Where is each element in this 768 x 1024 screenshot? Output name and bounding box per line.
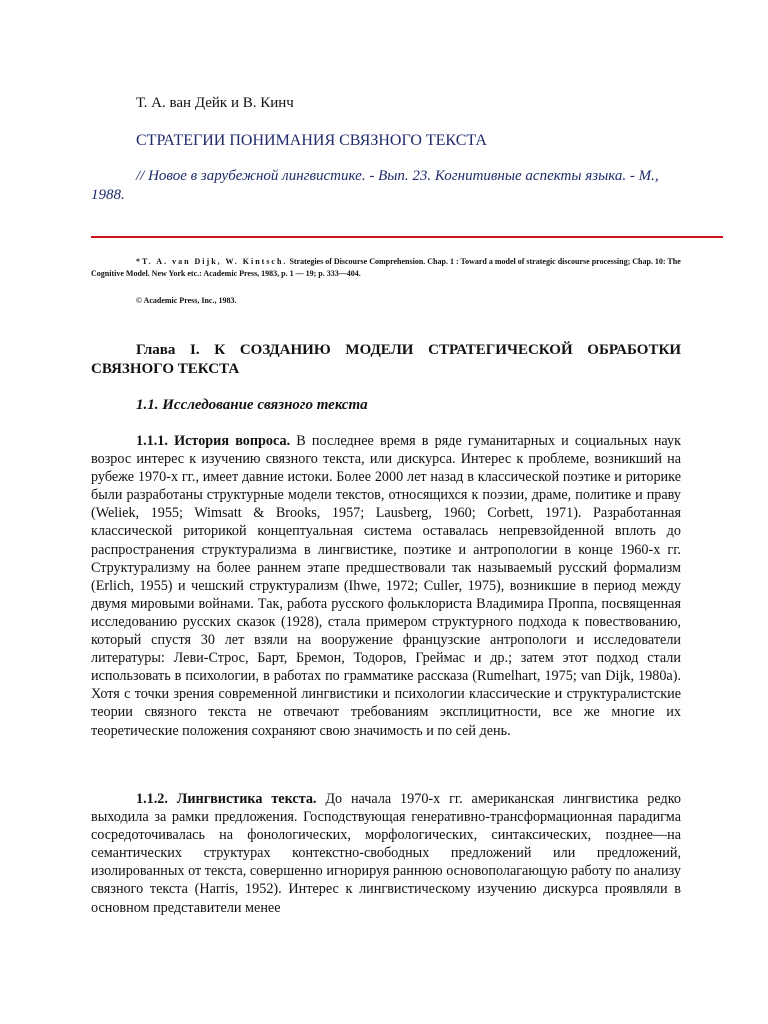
footnote-text: Strategies of Discourse Comprehension. Chap. 1 : Toward a model of strategic discourse processing; Chap. 10: The Cognitive Model. New York etc.: Academic Press, 1983, p. 1 — 19; p. 333—404. bbox=[91, 257, 681, 278]
authors: Т. А. ван Дейк и В. Кинч bbox=[136, 95, 294, 111]
footnote-mark: * bbox=[136, 257, 142, 266]
section-heading: 1.1. Исследование связного текста bbox=[136, 397, 368, 413]
paragraph-heading: 1.1.1. История вопроса. bbox=[136, 433, 291, 449]
footnote-authors: T. A. van Dijk, W. Kintsch. bbox=[142, 257, 288, 266]
source-citation: // Новое в зарубежной лингвистике. - Вып. 23. Когнитивные аспекты языка. - М., 1988. bbox=[91, 168, 659, 203]
copyright: © Academic Press, Inc., 1983. bbox=[136, 296, 237, 305]
footnote bbox=[91, 256, 681, 280]
article-title: СТРАТЕГИИ ПОНИМАНИЯ СВЯЗНОГО ТЕКСТА bbox=[136, 132, 487, 149]
paragraph-text: До начала 1970-х гг. американская лингвистика редко выходила за рамки предложения. Господствующая генеративно-трансформационная парадигма сосредоточивалась на фонологических, морфологических, синтаксических, позднее—на семантических структурах контекстно-свободных предложений или предложений, изолированных от текста, совершенно игнорируя раннюю основополагающую работу по анализу связного текста (Harris, 1952). Интерес к лингвистическому изучению дискурса проявляли в основном представители менее bbox=[91, 791, 681, 916]
chapter-heading: Глава I. К СОЗДАНИЮ МОДЕЛИ СТРАТЕГИЧЕСКОЙ ОБРАБОТКИ СВЯЗНОГО ТЕКСТА bbox=[91, 342, 681, 377]
paragraph-text-linguistics bbox=[91, 790, 681, 917]
red-divider bbox=[91, 236, 723, 238]
paragraph-text: В последнее время в ряде гуманитарных и социальных наук возрос интерес к изучению связного текста, или дискурса. Интерес к проблеме, возникший на рубеже 1970-х гг., имеет давние истоки. Более 2000 лет назад в классической поэтике и риторике были разработаны структурные модели текстов, относящихся к поэзии, драме, политике и праву (Weliek, 1955; Wimsatt & Brooks, 1957; Lausberg, 1960; Corbett, 1971). Разработанная классической риторикой концептуальная система оставалась непревзойденной вплоть до распространения структурализма в лингвистике, поэтике и антропологии в конце 1960-х гг. Структурализму на более раннем этапе предшествовали так называемый русский формализм (Erlich, 1955) и чешский структурализм (Ihwe, 1972; Culler, 1975), возникшие в период между двумя мировыми войнами. Так, работа русского фольклориста Владимира Проппа, посвященная исследованию русских сказок (1928), стала примером структурного подхода к повествованию, который спустя 30 лет взяли на вооружение французские антропологи и исследователи литературы: Леви-Строс, Барт, Бремон, Тодоров, Греймас и др.; затем этот подход стали использовать в психологии, в работах по грамматике рассказа (Rumelhart, 1975; van Dijk, 1980a). Хотя с точки зрения современной лингвистики и психологии классические и структуралистские теории связного текста не отвечают требованиям эксплицитности, все же многие их теоретические положения сохраняют свою значимость и по сей день. bbox=[91, 433, 681, 739]
paragraph-history bbox=[91, 432, 681, 740]
paragraph-heading: 1.1.2. Лингвистика текста. bbox=[136, 791, 317, 807]
